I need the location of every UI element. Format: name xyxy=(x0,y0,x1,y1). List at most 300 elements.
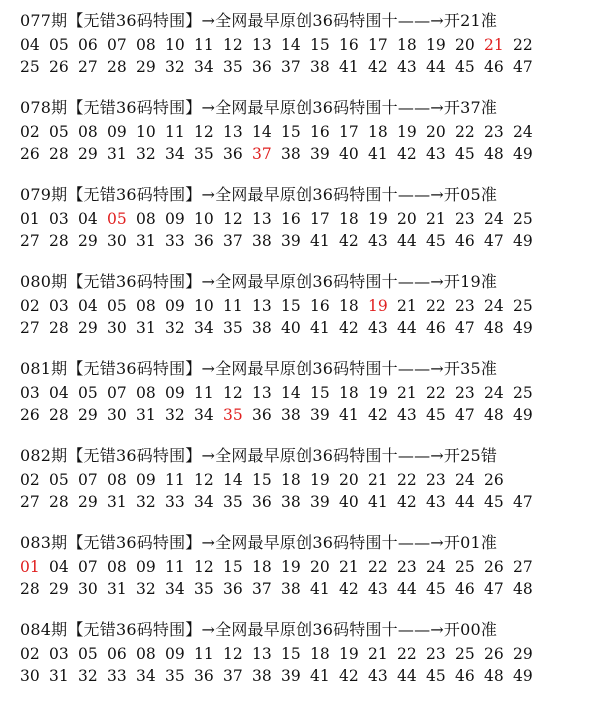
number: 34 xyxy=(165,580,185,598)
number: 12 xyxy=(223,36,243,54)
number: 11 xyxy=(223,297,243,315)
period-block xyxy=(20,95,590,165)
number: 13 xyxy=(252,645,272,663)
number: 41 xyxy=(310,232,330,250)
number: 42 xyxy=(368,406,388,424)
number: 13 xyxy=(252,384,272,402)
period-title xyxy=(20,182,590,208)
number: 49 xyxy=(513,232,533,250)
number-row xyxy=(20,317,590,339)
number-row xyxy=(20,665,590,687)
period-title xyxy=(20,95,590,121)
number: 29 xyxy=(49,580,69,598)
number: 22 xyxy=(368,558,388,576)
winning-number: 05 xyxy=(107,210,127,228)
number: 19 xyxy=(368,210,388,228)
number: 17 xyxy=(310,210,330,228)
number: 35 xyxy=(194,580,214,598)
number: 20 xyxy=(397,210,417,228)
number: 10 xyxy=(165,36,185,54)
number: 45 xyxy=(484,493,504,511)
number: 13 xyxy=(223,123,243,141)
number: 34 xyxy=(194,319,214,337)
number: 04 xyxy=(20,36,40,54)
number: 41 xyxy=(310,667,330,685)
number-row xyxy=(20,56,590,78)
number: 12 xyxy=(223,384,243,402)
number: 35 xyxy=(223,493,243,511)
number: 45 xyxy=(426,580,446,598)
number: 08 xyxy=(136,210,156,228)
number: 16 xyxy=(339,36,359,54)
number-row xyxy=(20,382,590,404)
period-label: 081期 xyxy=(20,359,68,378)
result-text: 开05准 xyxy=(443,185,498,204)
number: 33 xyxy=(165,493,185,511)
number: 20 xyxy=(310,558,330,576)
number: 48 xyxy=(484,667,504,685)
number: 16 xyxy=(310,297,330,315)
number: 26 xyxy=(49,58,69,76)
number: 44 xyxy=(397,232,417,250)
number: 23 xyxy=(426,471,446,489)
number: 28 xyxy=(49,232,69,250)
winning-number: 35 xyxy=(223,406,243,424)
period-label: 077期 xyxy=(20,11,68,30)
number: 38 xyxy=(281,580,301,598)
number: 38 xyxy=(281,145,301,163)
number: 36 xyxy=(194,232,214,250)
number: 16 xyxy=(281,210,301,228)
number: 35 xyxy=(223,319,243,337)
number: 19 xyxy=(310,471,330,489)
number: 49 xyxy=(513,145,533,163)
number: 19 xyxy=(397,123,417,141)
number: 29 xyxy=(136,58,156,76)
number: 26 xyxy=(484,558,504,576)
number: 23 xyxy=(455,210,475,228)
number: 44 xyxy=(397,580,417,598)
number: 30 xyxy=(107,319,127,337)
number: 30 xyxy=(78,580,98,598)
number: 38 xyxy=(252,319,272,337)
number: 22 xyxy=(426,384,446,402)
number-row xyxy=(20,143,590,165)
number: 24 xyxy=(484,210,504,228)
number: 47 xyxy=(484,580,504,598)
number: 21 xyxy=(368,645,388,663)
number: 43 xyxy=(426,493,446,511)
number: 02 xyxy=(20,471,40,489)
number: 04 xyxy=(49,558,69,576)
arrow-glyph: → xyxy=(201,359,216,378)
number: 14 xyxy=(223,471,243,489)
number: 10 xyxy=(194,297,214,315)
number: 40 xyxy=(281,319,301,337)
number: 20 xyxy=(339,471,359,489)
number: 26 xyxy=(484,645,504,663)
number: 27 xyxy=(20,493,40,511)
number: 32 xyxy=(165,319,185,337)
number: 41 xyxy=(310,580,330,598)
period-block xyxy=(20,356,590,426)
period-label: 080期 xyxy=(20,272,68,291)
number: 18 xyxy=(397,36,417,54)
number: 37 xyxy=(252,580,272,598)
number: 42 xyxy=(397,493,417,511)
number-row xyxy=(20,556,590,578)
claim-text: 全网最早原创36码特围十——→ xyxy=(215,359,444,378)
period-title xyxy=(20,443,590,469)
number: 05 xyxy=(49,471,69,489)
number: 34 xyxy=(194,406,214,424)
number: 17 xyxy=(368,36,388,54)
number: 04 xyxy=(78,210,98,228)
number: 24 xyxy=(484,297,504,315)
period-label: 083期 xyxy=(20,533,68,552)
number: 16 xyxy=(310,123,330,141)
number: 36 xyxy=(194,667,214,685)
number: 41 xyxy=(339,406,359,424)
result-text: 开35准 xyxy=(443,359,498,378)
number: 38 xyxy=(281,493,301,511)
number: 44 xyxy=(455,493,475,511)
lead-label: 【无错36码特围】 xyxy=(67,533,202,552)
number: 08 xyxy=(136,645,156,663)
number: 30 xyxy=(107,406,127,424)
number: 28 xyxy=(49,493,69,511)
number: 46 xyxy=(484,58,504,76)
claim-text: 全网最早原创36码特围十——→ xyxy=(215,11,444,30)
number: 07 xyxy=(78,558,98,576)
number-row xyxy=(20,469,590,491)
number: 33 xyxy=(107,667,127,685)
number: 45 xyxy=(455,58,475,76)
number: 29 xyxy=(78,232,98,250)
number: 03 xyxy=(20,384,40,402)
number: 13 xyxy=(252,297,272,315)
number: 43 xyxy=(368,232,388,250)
lead-label: 【无错36码特围】 xyxy=(67,446,202,465)
result-text: 开01准 xyxy=(443,533,498,552)
period-block xyxy=(20,617,590,687)
number: 36 xyxy=(252,58,272,76)
number: 07 xyxy=(107,384,127,402)
number: 02 xyxy=(20,297,40,315)
number: 12 xyxy=(223,210,243,228)
number: 22 xyxy=(397,471,417,489)
number: 10 xyxy=(194,210,214,228)
number: 08 xyxy=(136,297,156,315)
number: 38 xyxy=(310,58,330,76)
period-label: 084期 xyxy=(20,620,68,639)
number: 43 xyxy=(397,58,417,76)
number: 31 xyxy=(107,493,127,511)
number: 26 xyxy=(484,471,504,489)
number: 35 xyxy=(165,667,185,685)
number: 45 xyxy=(455,145,475,163)
lead-label: 【无错36码特围】 xyxy=(67,359,202,378)
number: 05 xyxy=(49,123,69,141)
number: 07 xyxy=(107,36,127,54)
number: 39 xyxy=(281,232,301,250)
number: 38 xyxy=(252,232,272,250)
number: 14 xyxy=(252,123,272,141)
number: 14 xyxy=(281,384,301,402)
number: 47 xyxy=(455,319,475,337)
number: 26 xyxy=(20,406,40,424)
number: 29 xyxy=(513,645,533,663)
claim-text: 全网最早原创36码特围十——→ xyxy=(215,98,444,117)
winning-number: 21 xyxy=(484,36,504,54)
number: 09 xyxy=(165,384,185,402)
number: 38 xyxy=(252,667,272,685)
period-block xyxy=(20,443,590,513)
number: 11 xyxy=(194,36,214,54)
number-row xyxy=(20,643,590,665)
number: 23 xyxy=(397,558,417,576)
number: 47 xyxy=(513,58,533,76)
number: 15 xyxy=(281,297,301,315)
number: 40 xyxy=(339,145,359,163)
number: 19 xyxy=(339,645,359,663)
number: 38 xyxy=(281,406,301,424)
period-title xyxy=(20,617,590,643)
number: 47 xyxy=(455,406,475,424)
number: 31 xyxy=(49,667,69,685)
result-text: 开19准 xyxy=(443,272,498,291)
number: 41 xyxy=(368,493,388,511)
number-row xyxy=(20,491,590,513)
number: 18 xyxy=(339,384,359,402)
number: 01 xyxy=(20,210,40,228)
number: 18 xyxy=(339,210,359,228)
number: 27 xyxy=(78,58,98,76)
number: 21 xyxy=(368,471,388,489)
number: 07 xyxy=(78,471,98,489)
number: 14 xyxy=(281,36,301,54)
number: 31 xyxy=(136,319,156,337)
number: 24 xyxy=(513,123,533,141)
number: 45 xyxy=(426,232,446,250)
number: 39 xyxy=(310,493,330,511)
number: 08 xyxy=(78,123,98,141)
lead-label: 【无错36码特围】 xyxy=(67,11,202,30)
number: 45 xyxy=(426,406,446,424)
winning-number: 19 xyxy=(368,297,388,315)
number: 32 xyxy=(78,667,98,685)
number: 11 xyxy=(194,645,214,663)
number: 19 xyxy=(368,384,388,402)
number: 32 xyxy=(136,493,156,511)
number: 09 xyxy=(165,645,185,663)
number: 25 xyxy=(513,384,533,402)
number: 15 xyxy=(281,123,301,141)
number: 36 xyxy=(252,493,272,511)
number: 04 xyxy=(49,384,69,402)
number: 22 xyxy=(455,123,475,141)
number: 05 xyxy=(107,297,127,315)
number: 39 xyxy=(281,667,301,685)
number: 44 xyxy=(397,667,417,685)
number-row xyxy=(20,230,590,252)
number: 25 xyxy=(455,645,475,663)
number: 42 xyxy=(339,319,359,337)
winning-number: 01 xyxy=(20,558,40,576)
arrow-glyph: → xyxy=(201,446,216,465)
number: 29 xyxy=(78,406,98,424)
number: 25 xyxy=(455,558,475,576)
number: 49 xyxy=(513,406,533,424)
arrow-glyph: → xyxy=(201,533,216,552)
number: 19 xyxy=(281,558,301,576)
number: 35 xyxy=(194,145,214,163)
number: 49 xyxy=(513,319,533,337)
number: 12 xyxy=(194,123,214,141)
result-text: 开25错 xyxy=(443,446,498,465)
number: 45 xyxy=(426,667,446,685)
number: 13 xyxy=(252,210,272,228)
number: 29 xyxy=(78,319,98,337)
number: 31 xyxy=(136,232,156,250)
number: 05 xyxy=(49,36,69,54)
number: 28 xyxy=(107,58,127,76)
number: 11 xyxy=(194,384,214,402)
number: 08 xyxy=(136,384,156,402)
number: 36 xyxy=(223,580,243,598)
claim-text: 全网最早原创36码特围十——→ xyxy=(215,620,444,639)
number: 28 xyxy=(49,406,69,424)
claim-text: 全网最早原创36码特围十——→ xyxy=(215,533,444,552)
number: 32 xyxy=(136,580,156,598)
number: 11 xyxy=(165,123,185,141)
period-label: 078期 xyxy=(20,98,68,117)
number: 09 xyxy=(165,210,185,228)
result-text: 开21准 xyxy=(443,11,498,30)
number: 43 xyxy=(426,145,446,163)
number: 44 xyxy=(426,58,446,76)
number: 22 xyxy=(426,297,446,315)
number: 47 xyxy=(484,232,504,250)
number: 27 xyxy=(20,319,40,337)
lead-label: 【无错36码特围】 xyxy=(67,98,202,117)
number: 42 xyxy=(339,580,359,598)
number: 41 xyxy=(310,319,330,337)
period-block xyxy=(20,8,590,78)
number: 26 xyxy=(20,145,40,163)
number: 05 xyxy=(78,384,98,402)
number: 41 xyxy=(339,58,359,76)
number-row xyxy=(20,121,590,143)
lead-label: 【无错36码特围】 xyxy=(67,620,202,639)
number: 49 xyxy=(513,667,533,685)
number: 24 xyxy=(484,384,504,402)
number: 05 xyxy=(78,645,98,663)
number: 24 xyxy=(426,558,446,576)
number: 18 xyxy=(310,645,330,663)
number: 39 xyxy=(310,145,330,163)
number: 18 xyxy=(281,471,301,489)
number: 31 xyxy=(107,145,127,163)
number: 18 xyxy=(368,123,388,141)
number-row xyxy=(20,295,590,317)
number: 48 xyxy=(484,406,504,424)
number: 43 xyxy=(368,667,388,685)
number: 43 xyxy=(368,580,388,598)
number: 46 xyxy=(455,580,475,598)
number: 22 xyxy=(513,36,533,54)
number: 31 xyxy=(136,406,156,424)
number-row xyxy=(20,34,590,56)
number-row xyxy=(20,578,590,600)
number-row xyxy=(20,208,590,230)
period-block xyxy=(20,182,590,252)
number: 19 xyxy=(426,36,446,54)
number: 30 xyxy=(107,232,127,250)
number: 23 xyxy=(455,297,475,315)
period-title xyxy=(20,269,590,295)
number: 35 xyxy=(223,58,243,76)
number: 20 xyxy=(426,123,446,141)
number: 17 xyxy=(339,123,359,141)
number: 21 xyxy=(339,558,359,576)
claim-text: 全网最早原创36码特围十——→ xyxy=(215,185,444,204)
number: 02 xyxy=(20,123,40,141)
number: 12 xyxy=(194,558,214,576)
lead-label: 【无错36码特围】 xyxy=(67,185,202,204)
number: 41 xyxy=(368,145,388,163)
period-label: 082期 xyxy=(20,446,68,465)
number: 43 xyxy=(368,319,388,337)
number: 36 xyxy=(223,145,243,163)
number: 09 xyxy=(107,123,127,141)
number: 46 xyxy=(426,319,446,337)
number: 25 xyxy=(20,58,40,76)
number: 08 xyxy=(107,471,127,489)
number: 36 xyxy=(252,406,272,424)
number: 29 xyxy=(78,145,98,163)
number: 25 xyxy=(513,210,533,228)
number: 34 xyxy=(136,667,156,685)
period-block xyxy=(20,530,590,600)
number: 03 xyxy=(49,210,69,228)
number: 32 xyxy=(136,145,156,163)
number: 09 xyxy=(165,297,185,315)
number: 04 xyxy=(78,297,98,315)
number: 15 xyxy=(252,471,272,489)
number: 27 xyxy=(20,232,40,250)
number: 29 xyxy=(78,493,98,511)
period-label: 079期 xyxy=(20,185,68,204)
number: 34 xyxy=(165,145,185,163)
number: 03 xyxy=(49,645,69,663)
period-title xyxy=(20,530,590,556)
period-title xyxy=(20,356,590,382)
number: 48 xyxy=(484,145,504,163)
number: 48 xyxy=(484,319,504,337)
number: 21 xyxy=(397,384,417,402)
number: 37 xyxy=(223,232,243,250)
number: 32 xyxy=(165,406,185,424)
number: 33 xyxy=(165,232,185,250)
number: 46 xyxy=(455,667,475,685)
number: 06 xyxy=(107,645,127,663)
number: 09 xyxy=(136,558,156,576)
number: 11 xyxy=(165,558,185,576)
number: 15 xyxy=(281,645,301,663)
arrow-glyph: → xyxy=(201,11,216,30)
number: 25 xyxy=(513,297,533,315)
